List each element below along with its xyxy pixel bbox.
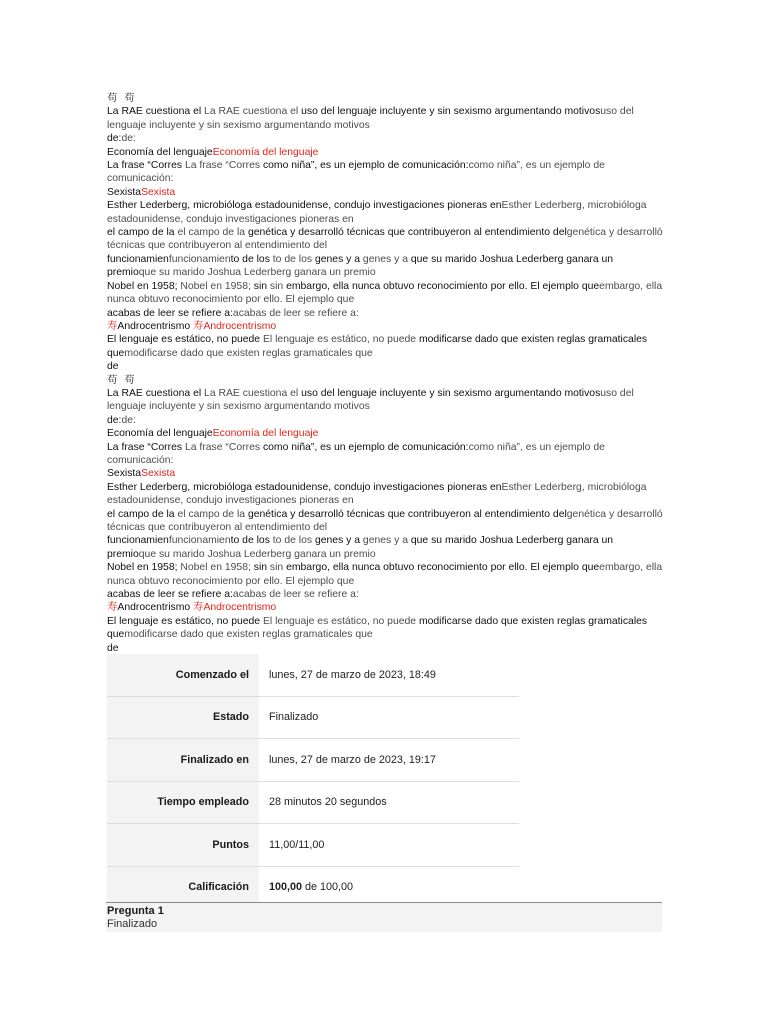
answer-highlight: Sexista [141,186,176,198]
text-fragment: Androcentrismo [117,320,194,332]
text-fragment: genética y desarrolló técnicas que contribuyeron al entendimiento del [247,508,567,520]
text-fragment: Esther Lederberg, microbióloga estadounidense, condujo investigaciones pioneras en [107,200,502,212]
question-status: Finalizado [107,918,158,930]
text-line [107,280,663,307]
text-line [107,333,663,360]
text-fragment: La frase “Corres [184,160,263,172]
text-fragment: acabas de leer se refiere a: [107,307,233,319]
text-line [107,159,663,186]
summary-value: Finalizado [259,696,519,739]
text-fragment: de [107,361,119,373]
text-fragment: genética y desarrolló técnicas que contribuyeron al entendimiento del [107,227,663,252]
text-fragment: embargo, ella nunca obtuvo reconocimiento por ello. El ejemplo que [107,280,663,306]
summary-row-points [107,824,519,867]
text-fragment: genética y desarrolló técnicas que contribuyeron al entendimiento del [247,227,567,239]
answer-highlight: 寿 [107,320,118,332]
text-line [107,320,663,333]
text-fragment: funcionamien [168,253,231,265]
answer-highlight: Androcentrismo [203,602,277,614]
text-fragment: modificarse dado que existen reglas gramaticales que [124,347,373,359]
text-line [107,615,663,642]
answer-highlight: Sexista [141,468,176,480]
summary-label: Puntos [107,824,259,867]
text-fragment: modificarse dado que existen reglas gramaticales que [124,629,373,641]
text-fragment: embargo, ella nunca obtuvo reconocimiento por ello. El ejemplo que [107,562,663,587]
text-fragment: de: [107,133,122,145]
text-fragment: el campo de la [177,508,248,520]
text-fragment: Nobel en 1958; [180,280,254,292]
text-line [107,199,663,226]
grade-max: de 100,00 [302,881,354,894]
text-fragment: uso del lenguaje incluyente y sin sexismo argumentando motivos [301,106,601,118]
text-fragment: funcionamien [107,253,169,265]
text-line [107,92,663,105]
answer-highlight: Androcentrismo [203,320,277,332]
text-fragment: acabas de leer se refiere a: [107,589,233,601]
text-fragment: to de los [230,253,273,265]
text-fragment: de: [107,414,122,426]
text-fragment: genes y a [314,253,363,265]
text-fragment: como niña”, es un ejemplo de comunicación: [262,160,469,172]
text-line [107,441,663,468]
text-line [107,508,663,535]
summary-label: Estado [107,696,259,739]
text-fragment: Nobel en 1958; [180,562,254,574]
text-fragment: sin [269,280,287,292]
text-line [107,146,663,159]
text-fragment: genes y a [362,253,411,265]
answer-highlight: 寿 [193,320,204,332]
attempt-summary-table [107,654,519,909]
text-fragment: to de los [272,535,315,547]
text-fragment: como niña”, es un ejemplo de comunicación: [107,160,605,185]
text-fragment: Sexista [107,468,142,480]
overlapping-answer-text [107,92,663,655]
summary-row-finished [107,739,519,782]
text-fragment: de: [121,414,136,426]
text-fragment: Sexista [107,186,142,198]
text-line [107,186,663,199]
summary-label: Tiempo empleado [107,781,259,824]
text-fragment: genética y desarrolló técnicas que contribuyeron al entendimiento del [107,508,663,533]
text-fragment: que su marido Joshua Lederberg ganara un premio [138,267,376,279]
text-fragment: La RAE cuestiona el [107,387,205,399]
text-fragment: El lenguaje es estático, no puede [262,615,419,627]
text-fragment: el campo de la [177,227,248,239]
text-fragment: funcionamien [107,535,169,547]
summary-label: Finalizado en [107,739,259,782]
text-fragment: embargo, ella nunca obtuvo reconocimiento por ello. El ejemplo que [286,562,600,574]
summary-value: lunes, 27 de marzo de 2023, 18:49 [259,654,519,696]
text-fragment: sin [253,562,270,574]
text-fragment: que su marido Joshua Lederberg ganara un premio [107,253,614,279]
text-fragment: uso del lenguaje incluyente y sin sexismo argumentando motivos [107,387,634,413]
text-fragment: Economía del lenguaje [107,428,213,440]
text-fragment: uso del lenguaje incluyente y sin sexismo argumentando motivos [301,387,601,399]
text-fragment: Nobel en 1958; [107,280,181,292]
text-fragment: acabas de leer se refiere a: [232,589,359,601]
text-line [107,601,663,614]
text-fragment: sin [269,562,287,574]
text-fragment: que su marido Joshua Lederberg ganara un premio [107,535,614,560]
text-fragment: como niña”, es un ejemplo de comunicación: [262,441,469,453]
text-fragment: El lenguaje es estático, no puede [107,334,263,346]
text-line [107,307,663,320]
text-fragment: La frase “Corres [107,160,185,172]
text-line [107,481,663,508]
text-fragment: modificarse dado que existen reglas gramaticales que [107,615,648,641]
text-fragment: que su marido Joshua Lederberg ganara un premio [138,548,376,560]
text-fragment: La RAE cuestiona el [204,387,302,399]
answer-highlight: 寿 [107,602,118,614]
text-fragment: uso del lenguaje incluyente y sin sexismo argumentando motivos [107,106,634,131]
question-header [106,902,662,932]
text-fragment: sin [253,280,270,292]
summary-label: Calificación [107,866,259,909]
text-fragment: 苟 苟 [107,374,137,386]
text-fragment: funcionamien [168,535,231,547]
text-fragment: La RAE cuestiona el [107,106,205,118]
summary-value: 11,00/11,00 [259,824,519,867]
text-fragment: de: [121,133,136,145]
text-fragment: 苟 苟 [107,93,137,104]
question-title: Pregunta 1 [107,905,164,917]
text-fragment: como niña”, es un ejemplo de comunicación: [107,441,605,466]
text-fragment: El lenguaje es estático, no puede [107,615,263,627]
text-line [107,105,663,132]
text-fragment: de [107,642,119,654]
summary-label: Comenzado el [107,654,259,696]
text-fragment: Economía del lenguaje [107,146,213,158]
summary-row-started [107,654,519,696]
summary-row-state [107,696,519,739]
grade-value: 100,00 [269,881,303,894]
text-fragment: La RAE cuestiona el [204,106,302,118]
text-fragment: Esther Lederberg, microbióloga estadounidense, condujo investigaciones pioneras en [107,200,647,225]
text-fragment: La frase “Corres [184,441,263,453]
summary-value: 28 minutos 20 segundos [259,781,519,824]
text-fragment: to de los [230,535,273,547]
summary-row-time [107,781,519,824]
text-fragment: el campo de la [107,227,178,239]
text-line [107,427,663,440]
text-fragment: to de los [272,253,315,265]
text-fragment: Nobel en 1958; [107,562,181,574]
answer-highlight: 寿 [193,602,204,614]
text-line [107,226,663,253]
text-line [107,253,663,280]
text-line [107,374,663,387]
answer-highlight: Economía del lenguaje [212,146,319,158]
text-line [107,360,663,373]
text-fragment: genes y a [362,535,411,547]
text-fragment: acabas de leer se refiere a: [232,307,359,319]
text-line [107,561,663,588]
text-line [107,534,663,561]
text-fragment: Esther Lederberg, microbióloga estadounidense, condujo investigaciones pioneras en [107,481,502,493]
text-fragment: La frase “Corres [107,441,185,453]
text-line [107,132,663,145]
text-fragment: el campo de la [107,508,178,520]
text-fragment: embargo, ella nunca obtuvo reconocimiento por ello. El ejemplo que [286,280,600,292]
text-fragment: Androcentrismo [117,602,194,614]
answer-highlight: Economía del lenguaje [212,428,319,440]
text-fragment: Esther Lederberg, microbióloga estadounidense, condujo investigaciones pioneras en [107,481,647,507]
text-line [107,414,663,427]
text-fragment: El lenguaje es estático, no puede [262,334,419,346]
text-line [107,588,663,601]
text-line [107,387,663,414]
text-fragment: genes y a [314,535,363,547]
text-line [107,467,663,480]
text-fragment: modificarse dado que existen reglas gramaticales que [107,334,648,359]
summary-value: lunes, 27 de marzo de 2023, 19:17 [259,739,519,782]
